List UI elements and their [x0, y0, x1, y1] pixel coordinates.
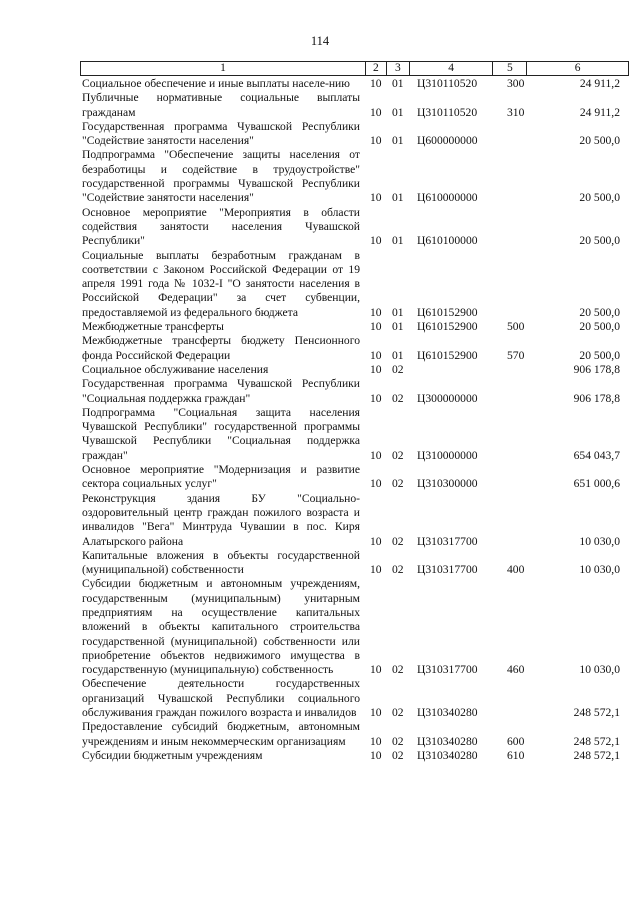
- row-subsection: 02: [392, 477, 404, 491]
- header-col-2: 2: [366, 62, 387, 75]
- row-amount: 20 500,0: [579, 348, 620, 362]
- row-section: 10: [370, 234, 382, 248]
- row-description: Социальные выплаты безработным гражданам в соответствии с Законом Российской Федерации от 19 апреля 1991 года № 1032-I "О занятости населения в Российской Федерации" за счет субвенции, предоставляемой из федерального бюджета: [82, 248, 360, 319]
- row-target-code: Ц310340280: [417, 734, 478, 748]
- row-amount: 20 500,0: [579, 134, 620, 148]
- row-target-code: Ц310300000: [417, 477, 478, 491]
- row-amount: 10 030,0: [579, 663, 620, 677]
- budget-table-body: [80, 77, 620, 763]
- row-section: 10: [370, 748, 382, 762]
- row-target-code: Ц310317700: [417, 534, 478, 548]
- table-row: [80, 334, 620, 363]
- row-subsection: 02: [392, 734, 404, 748]
- row-expense-type: 500: [507, 320, 525, 334]
- row-description: Субсидии бюджетным учреждениям: [82, 748, 263, 762]
- row-subsection: 01: [392, 105, 404, 119]
- table-row: [80, 492, 620, 549]
- row-description: Субсидии бюджетным и автономным учреждениям, государственным (муниципальным) унитарным предприятиям на осуществление капитальных вложений в объекты капитального строительства государственной (муниципальной) собственности или приобретение объектов недвижимого имущества в государственную (муниципальную) собственность: [82, 577, 360, 677]
- row-subsection: 01: [392, 191, 404, 205]
- row-target-code: Ц610000000: [417, 191, 478, 205]
- row-target-code: Ц310317700: [417, 663, 478, 677]
- header-col-5: 5: [493, 62, 527, 75]
- row-target-code: Ц310317700: [417, 563, 478, 577]
- row-section: 10: [370, 734, 382, 748]
- row-description: Реконструкция здания БУ "Социально-оздоровительный центр граждан пожилого возраста и инвалидов "Вега" Минтруда Чувашии в пос. Киря Алатырского района: [82, 491, 360, 548]
- row-expense-type: 600: [507, 734, 525, 748]
- row-description: Основное мероприятие "Мероприятия в области содействия занятости населения Чувашской Республики": [82, 205, 360, 248]
- row-section: 10: [370, 348, 382, 362]
- row-expense-type: 400: [507, 563, 525, 577]
- row-description: Основное мероприятие "Модернизация и развитие сектора социальных услуг": [82, 463, 360, 491]
- row-amount: 20 500,0: [579, 320, 620, 334]
- row-amount: 248 572,1: [573, 706, 620, 720]
- row-target-code: Ц300000000: [417, 391, 478, 405]
- row-subsection: 02: [392, 748, 404, 762]
- row-subsection: 02: [392, 534, 404, 548]
- row-subsection: 01: [392, 348, 404, 362]
- table-row: [80, 720, 620, 749]
- row-target-code: Ц610152900: [417, 348, 478, 362]
- row-expense-type: 610: [507, 748, 525, 762]
- table-row: [80, 120, 620, 149]
- table-row: [80, 677, 620, 720]
- table-row: [80, 249, 620, 320]
- row-section: 10: [370, 362, 382, 376]
- header-col-1: 1: [81, 62, 366, 75]
- table-row: [80, 577, 620, 677]
- row-description: Межбюджетные трансферты бюджету Пенсионного фонда Российской Федерации: [82, 334, 360, 362]
- header-col-6: 6: [574, 62, 581, 74]
- page-number: 114: [310, 34, 330, 48]
- row-amount: 10 030,0: [579, 563, 620, 577]
- row-description: Государственная программа Чувашской Республики "Содействие занятости населения": [82, 119, 360, 148]
- row-target-code: Ц600000000: [417, 134, 478, 148]
- row-amount: 10 030,0: [579, 534, 620, 548]
- table-row: [80, 363, 620, 377]
- row-target-code: Ц310340280: [417, 706, 478, 720]
- row-amount: 906 178,8: [573, 362, 620, 376]
- row-section: 10: [370, 77, 382, 90]
- row-description: Социальное обеспечение и иные выплаты населе-нию: [82, 77, 350, 90]
- header-col-3: 3: [387, 62, 410, 75]
- row-target-code: Ц610100000: [417, 234, 478, 248]
- row-expense-type: 570: [507, 348, 525, 362]
- table-header: [80, 61, 629, 76]
- row-target-code: Ц610152900: [417, 305, 478, 319]
- table-row: [80, 406, 620, 463]
- table-row: [80, 377, 620, 406]
- row-description: Капитальные вложения в объекты государственной (муниципальной) собственности: [82, 548, 360, 577]
- row-amount: 24 911,2: [579, 77, 620, 90]
- row-section: 10: [370, 563, 382, 577]
- row-description: Предоставление субсидий бюджетным, автономным учреждениям и иным некоммерческим организациям: [82, 720, 360, 748]
- row-section: 10: [370, 706, 382, 720]
- row-amount: 20 500,0: [579, 305, 620, 319]
- row-target-code: Ц310000000: [417, 448, 478, 462]
- row-subsection: 01: [392, 320, 404, 334]
- row-subsection: 02: [392, 706, 404, 720]
- row-section: 10: [370, 663, 382, 677]
- row-description: Межбюджетные трансферты: [82, 320, 224, 334]
- table-row: [80, 148, 620, 205]
- table-row: [80, 749, 620, 763]
- row-target-code: Ц310110520: [417, 77, 478, 90]
- row-expense-type: 310: [507, 105, 525, 119]
- row-amount: 248 572,1: [573, 734, 620, 748]
- row-amount: 654 043,7: [573, 448, 620, 462]
- table-row: [80, 320, 620, 334]
- row-expense-type: 460: [507, 663, 525, 677]
- row-subsection: 01: [392, 305, 404, 319]
- row-section: 10: [370, 320, 382, 334]
- row-section: 10: [370, 391, 382, 405]
- table-row: [80, 91, 620, 120]
- row-amount: 24 911,2: [579, 105, 620, 119]
- row-subsection: 02: [392, 563, 404, 577]
- row-section: 10: [370, 477, 382, 491]
- row-description: Государственная программа Чувашской Республики "Социальная поддержка граждан": [82, 377, 360, 405]
- table-row: [80, 463, 620, 492]
- row-section: 10: [370, 191, 382, 205]
- row-subsection: 02: [392, 663, 404, 677]
- row-target-code: Ц610152900: [417, 320, 478, 334]
- row-description: Социальное обслуживание населения: [82, 362, 269, 376]
- row-subsection: 02: [392, 448, 404, 462]
- row-description: Подпрограмма "Обеспечение защиты населения от безработицы и содействие в трудоустройстве" государственной программы Чувашской Республики "Содействие занятости населения": [82, 148, 360, 205]
- row-subsection: 02: [392, 391, 404, 405]
- header-col-4: 4: [410, 62, 494, 75]
- row-description: Подпрограмма "Социальная защита населения Чувашской Республики" государственной программы Чувашской Республики "Социальная поддержка граждан": [82, 405, 360, 462]
- table-row: [80, 77, 620, 91]
- row-amount: 248 572,1: [573, 748, 620, 762]
- row-expense-type: 300: [507, 77, 525, 90]
- row-amount: 20 500,0: [579, 234, 620, 248]
- row-description: Обеспечение деятельности государственных организаций Чувашской Республики социального обслуживания граждан пожилого возраста и инвалидов: [82, 677, 360, 720]
- row-section: 10: [370, 305, 382, 319]
- row-target-code: Ц310110520: [417, 105, 478, 119]
- row-section: 10: [370, 448, 382, 462]
- table-row: [80, 206, 620, 249]
- row-subsection: 01: [392, 77, 404, 90]
- row-amount: 651 000,6: [573, 477, 620, 491]
- row-subsection: 01: [392, 234, 404, 248]
- row-amount: 906 178,8: [573, 391, 620, 405]
- row-subsection: 02: [392, 362, 404, 376]
- row-section: 10: [370, 534, 382, 548]
- row-target-code: Ц310340280: [417, 748, 478, 762]
- row-amount: 20 500,0: [579, 191, 620, 205]
- row-subsection: 01: [392, 134, 404, 148]
- row-section: 10: [370, 105, 382, 119]
- table-row: [80, 549, 620, 578]
- row-section: 10: [370, 134, 382, 148]
- row-description: Публичные нормативные социальные выплаты гражданам: [82, 91, 360, 119]
